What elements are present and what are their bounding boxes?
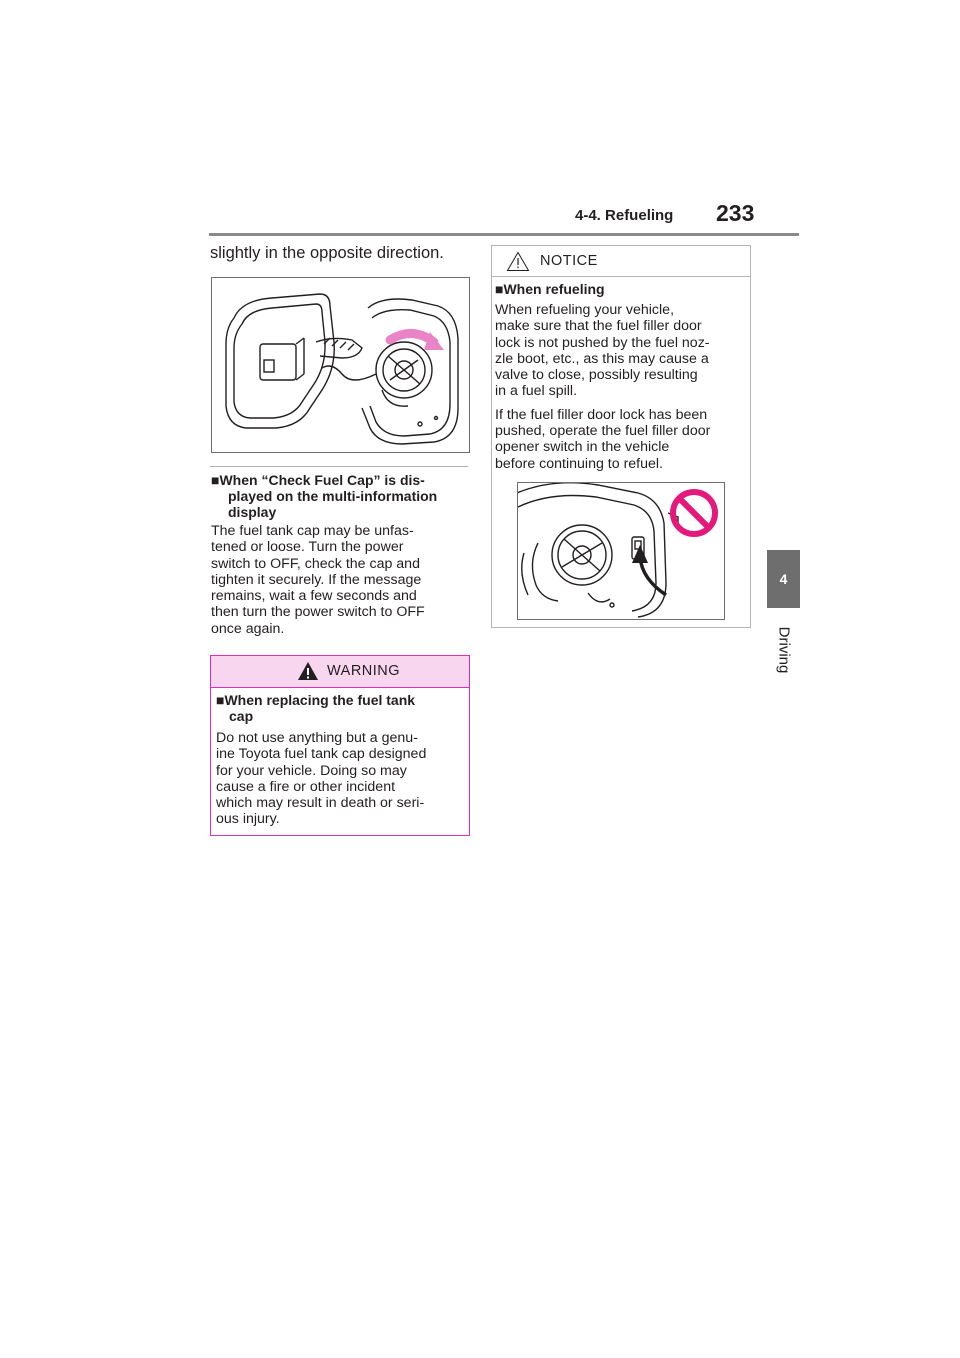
warning-heading: ■When replacing the fuel tank cap [216, 692, 416, 724]
heading-marker: ■ [495, 281, 504, 297]
page-number: 233 [716, 200, 755, 226]
chapter-tab[interactable] [767, 550, 800, 608]
warning-box [210, 655, 470, 836]
chapter-label: Driving [775, 626, 793, 674]
warning-label: WARNING [327, 663, 401, 679]
check-fuel-cap-body: The fuel tank cap may be unfas- tened or loose. Turn the power switch to OFF, check the cap and tighten it securely. If the message remains, wait a few seconds and then turn the power switch to OFF once again. [211, 523, 425, 637]
warning-header [211, 656, 469, 688]
warning-body: Do not use anything but a genu- ine Toyota fuel tank cap designed for your vehicle. Doing so may cause a fire or other incident which may result in death or seri- ous injury. [216, 730, 427, 828]
fuel-cap-drawing [212, 278, 469, 452]
heading-marker: ■ [211, 472, 220, 488]
notice-label: NOTICE [540, 253, 598, 269]
fuel-door-lock-illustration [517, 482, 725, 620]
notice-paragraph-1: When refueling your vehicle, make sure that the fuel filler door lock is not pushed by the fuel noz- zle boot, etc., as this may cause a valve to close, possibly resulting in a fuel spill. [495, 302, 710, 400]
notice-header [492, 246, 750, 277]
notice-heading: ■When refueling [495, 281, 605, 297]
notice-triangle-icon [506, 251, 530, 272]
prohibition-icon [673, 492, 715, 534]
check-fuel-cap-heading: ■When “Check Fuel Cap” is dis- played on the multi-information display [211, 472, 438, 520]
header-rule [209, 233, 799, 236]
fuel-door-lock-drawing [518, 483, 724, 619]
heading-marker: ■ [216, 692, 225, 708]
intro-text: slightly in the opposite direction. [210, 244, 444, 262]
notice-paragraph-2: If the fuel filler door lock has been pushed, operate the fuel filler door opener switch in the vehicle before continuing to refuel. [495, 406, 711, 472]
notice-body [495, 302, 749, 479]
subsection-rule [210, 466, 468, 467]
chapter-number: 4 [779, 571, 788, 587]
warning-triangle-icon [297, 661, 319, 681]
section-title: 4-4. Refueling [575, 207, 674, 224]
fuel-cap-illustration [211, 277, 470, 453]
